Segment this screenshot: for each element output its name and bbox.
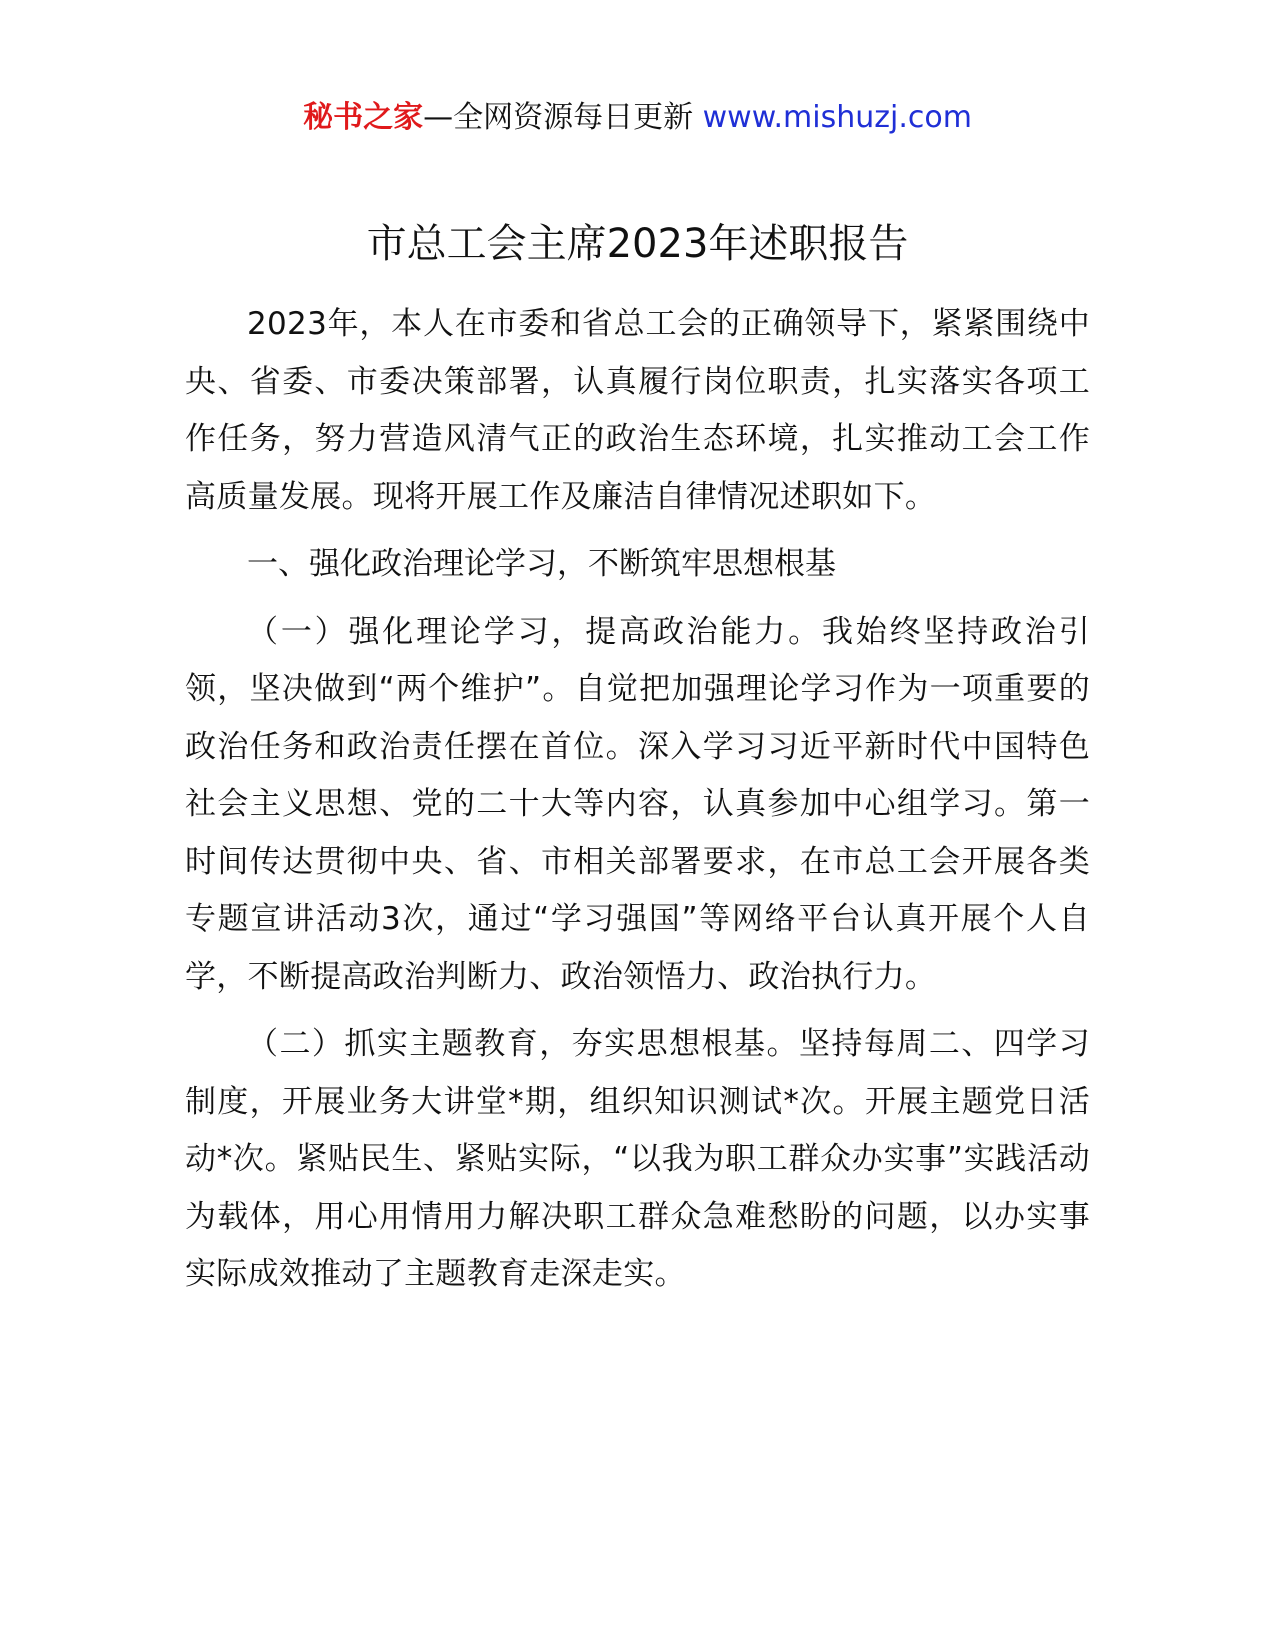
section1-paragraph-1: （一）强化理论学习，提高政治能力。我始终坚持政治引领，坚决做到“两个维护”。自觉把加强理论学习作为一项重要的政治任务和政治责任摆在首位。深入学习习近平新时代中国特色社会主义思想、党的二十大等内容，认真参加中心组学习。第一时间传达贯彻中央、省、市相关部署要求，在市总工会开展各类专题宣讲活动3次，通过“学习强国”等网络平台认真开展个人自学，不断提高政治判断力、政治领悟力、政治执行力。	[185, 613, 1090, 995]
brand-name: 秘书之家	[303, 100, 424, 135]
site-header	[0, 98, 1275, 138]
header-tagline: —全网资源每日更新	[423, 100, 694, 135]
document-title: 市总工会主席2023年述职报告	[366, 221, 909, 267]
section1-paragraph-2: （二）抓实主题教育，夯实思想根基。坚持每周二、四学习制度，开展业务大讲堂*期，组织知识测试*次。开展主题党日活动*次。紧贴民生、紧贴实际，“以我为职工群众办实事”实践活动为载体，用心用情用力解决职工群众急难愁盼的问题，以办实事实际成效推动了主题教育走深走实。	[185, 1026, 1090, 1292]
document-body	[185, 296, 1090, 1304]
intro-paragraph: 2023年，本人在市委和省总工会的正确领导下，紧紧围绕中央、省委、市委决策部署，认真履行岗位职责，扎实落实各项工作任务，努力营造风清气正的政治生态环境，扎实推动工会工作高质量发展。现将开展工作及廉洁自律情况述职如下。	[185, 306, 1090, 515]
section-heading-1: 一、强化政治理论学习，不断筑牢思想根基	[247, 546, 836, 582]
site-url-link[interactable]: www.mishuzj.com	[702, 100, 972, 135]
